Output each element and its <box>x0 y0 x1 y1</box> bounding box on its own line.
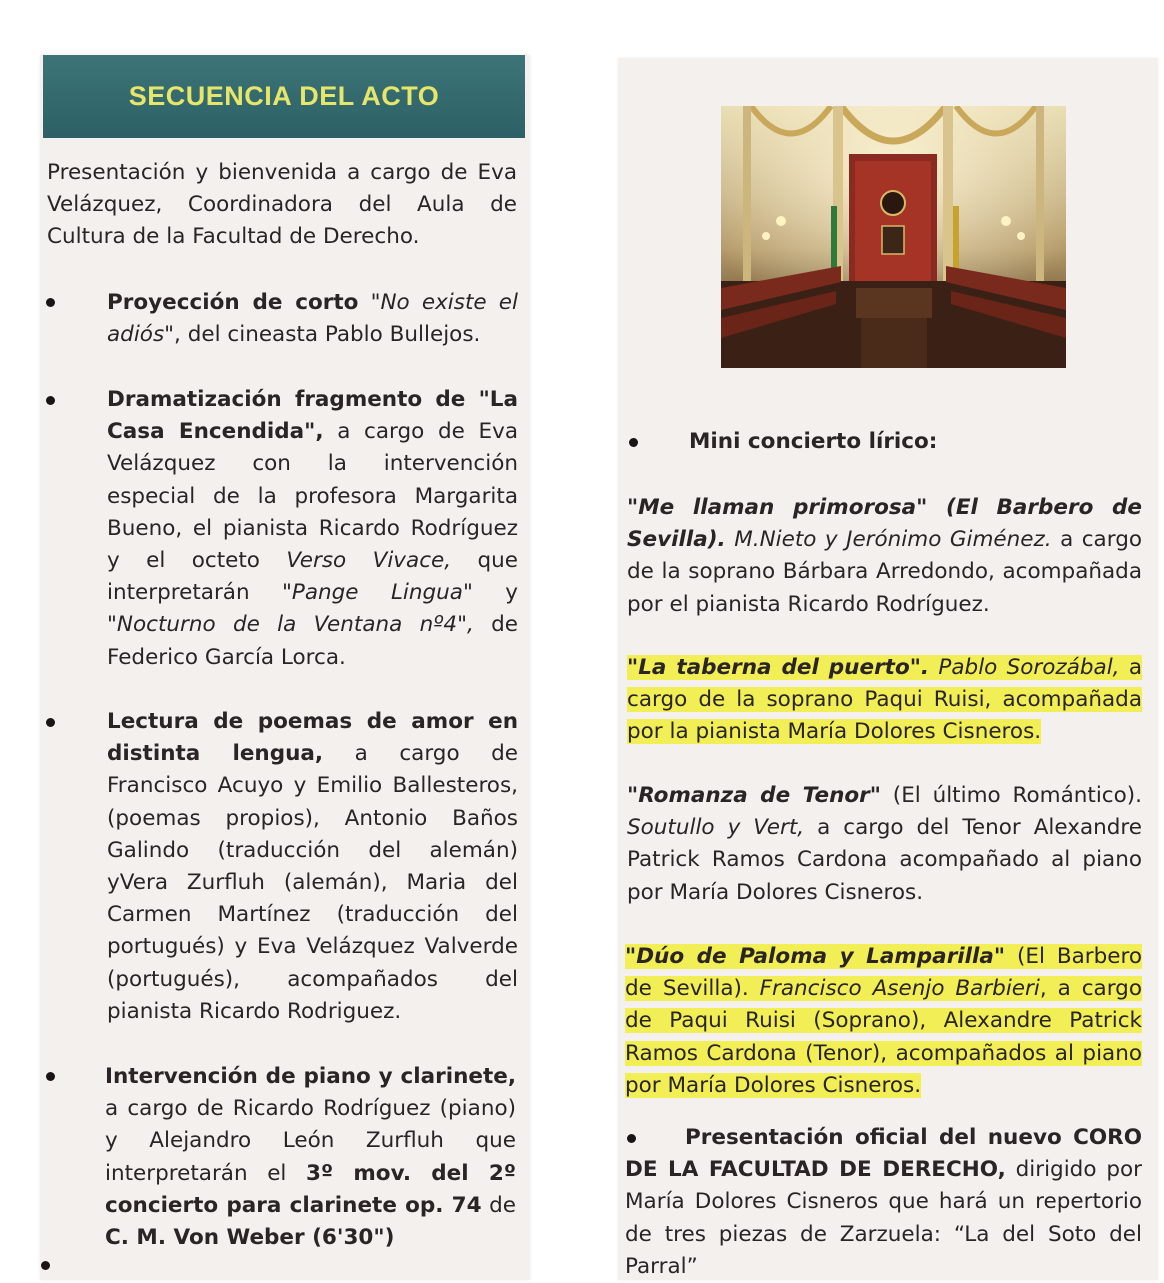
item-text: de <box>481 1192 516 1218</box>
mini-concert-heading <box>689 426 1109 458</box>
item-text: de Federico García Lorca. <box>107 612 518 670</box>
composer-duration: C. M. Von Weber (6'30") <box>105 1225 395 1251</box>
piece-source: (El Barbero de Sevilla). <box>625 944 1142 1002</box>
ensemble-name: Verso Vivace, <box>286 548 452 574</box>
bullet-icon <box>41 1261 50 1270</box>
concert-piece-primorosa <box>627 492 1142 621</box>
piece-source: (El último Romántico). <box>880 783 1142 808</box>
item-title: Dramatización fragmento de "La Casa Encendida", <box>107 387 518 445</box>
bullet-icon <box>46 718 55 727</box>
bullet-icon <box>46 298 55 307</box>
concert-piece-taberna <box>627 652 1142 749</box>
piece-title: "Me llaman primorosa" (El Barbero de Sevilla). <box>627 495 1142 553</box>
piece-title: "Romanza de Tenor" <box>627 783 881 808</box>
piece-composer: Soutullo y Vert, <box>627 815 805 841</box>
bullet-icon <box>46 396 55 405</box>
item-text: dirigido por María Dolores Cisneros que hará un repertorio de tres piezas de Zarzuela: “La del Soto del Parral” <box>625 1157 1142 1279</box>
piece-title: "Nocturno de la Ventana nº4", <box>107 612 474 638</box>
piece-performers: a cargo del Tenor Alexandre Patrick Ramos Cardona acompañado al piano por María Dolores Cisneros. <box>627 815 1142 905</box>
bullet-icon <box>629 438 638 447</box>
intro-paragraph: Presentación y bienvenida a cargo de Eva Velázquez, Coordinadora del Aula de Cultura de la Facultad de Derecho. <box>47 160 517 250</box>
item-text: y <box>472 580 518 606</box>
item-title: Proyección de corto <box>107 290 359 315</box>
banner-title: SECUENCIA DEL ACTO <box>128 81 440 111</box>
work-title: 3º mov. del 2º concierto para clarinete op. 74 <box>105 1160 516 1218</box>
piece-composer: Pablo Sorozábal, <box>938 655 1120 680</box>
concert-piece-duo <box>625 941 1142 1102</box>
program-item-poetry-reading <box>107 706 518 1028</box>
item-text: , del cineasta Pablo Bullejos. <box>174 322 481 348</box>
item-text: a cargo de Eva Velázquez con la intervención especial de la profesora Margarita Bueno, el pianista Ricardo Rodríguez y el octeto <box>107 419 518 574</box>
piece-performers: , a cargo de Paqui Ruisi (Soprano), Alexandre Patrick Ramos Cardona (Tenor), acompañados al piano por María Dolores Cisneros. <box>625 976 1142 1098</box>
piece-performers: a cargo de la soprano Paqui Ruisi, acompañada por la pianista María Dolores Cisneros. <box>627 655 1142 745</box>
choir-presentation <box>625 1122 1142 1283</box>
item-text: a cargo de Ricardo Rodríguez (piano) y Alejandro León Zurfluh que interpretarán el <box>105 1096 516 1186</box>
mini-concert-title: Mini concierto lírico: <box>689 429 938 454</box>
item-text: que interpretarán <box>107 548 518 606</box>
piece-title: "Pange Lingua" <box>282 580 473 606</box>
piece-title: "La taberna del puerto". <box>627 655 930 680</box>
auditorium-photo <box>721 106 1066 368</box>
concert-piece-romanza <box>627 780 1142 909</box>
piece-performers: a cargo de la soprano Bárbara Arredondo, acompañada por el pianista Ricardo Rodríguez. <box>627 527 1142 617</box>
item-title: Presentación oficial del nuevo CORO DE LA FACULTAD DE DERECHO, <box>625 1125 1142 1183</box>
program-item-piano-clarinet <box>105 1061 516 1254</box>
program-item-short-film <box>107 287 518 351</box>
section-banner <box>43 55 525 138</box>
piece-composer: Francisco Asenjo Barbieri <box>759 976 1040 1002</box>
film-title: "No existe el adiós" <box>107 290 518 348</box>
item-title: Intervención de piano y clarinete, <box>105 1064 516 1089</box>
bullet-icon <box>46 1072 55 1081</box>
piece-composer: M.Nieto y Jerónimo Giménez. <box>734 527 1052 553</box>
item-text: a cargo de Francisco Acuyo y Emilio Ballesteros, (poemas propios), Antonio Baños Galindo (traducción del alemán) yVera Zurfluh (alemán), Maria del Carmen Martínez (traducción del portugués) y Eva Velázquez Valverde (portugués), acompañados del pianista Ricardo Rodriguez. <box>107 741 518 1024</box>
item-title: Lectura de poemas de amor en distinta lengua, <box>107 709 518 767</box>
piece-title: "Dúo de Paloma y Lamparilla" <box>625 944 1006 969</box>
program-item-dramatization <box>107 384 518 674</box>
